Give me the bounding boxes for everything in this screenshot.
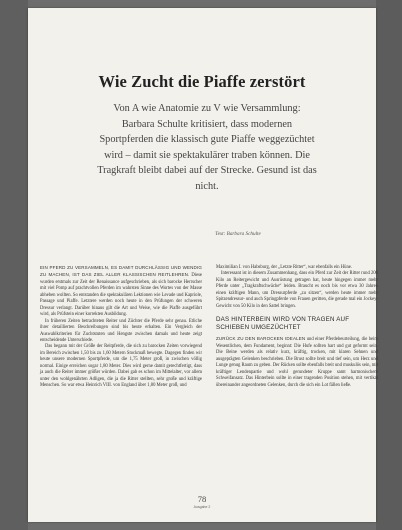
paragraph: Das begann mit der Größe der Reitpferde, die sich zu barocken Zeiten vorwiegend im Bereich zwischen 1,50 bis zu 1,60 Metern Stockmaß bewegte. Dagegen finden wir heute unsere modernen Sportpferde, um die 1,75 Meter groß, in zwischen völlig normal. Einige erreichen sogar 1,80 Meter. Dies wird gerne damit gerechtfertigt, dass ja auch die Reiter immer größer würden. Dabei gab es schon im Mittelalter, vor allem unter den wohlgenährten Adligen, die ja die Ritter stellten, sehr große und kräftige Menschen. So war etwa Heinrich VIII. von England über 1,80 Meter groß, und (40, 344, 202, 389)
scan-shadow-left (0, 0, 28, 530)
paragraph: Interessant ist in diesem Zusammenhang, dass ein Pferd zur Zeit der Ritter rund 200 Kilo an Reitergewicht und Ausrüstung getragen hat, heute hingegen immer mehr Pferde unter „Tragkraftschwäche“ leiden. Braucht es noch bis vor etwa 30 Jahren einen kräftigen Mann, um Dressurpferde „zu sitzen“, werden heute immer mehr Spitzendressur- und auch Springpferde von Frauen geritten, die gerade mal ein Jockey-Gewicht von 50 Kilo in den Sattel bringen. (216, 271, 378, 309)
article-lead: Von A wie Anatomie zu V wie Versammlung: Barbara Schulte kritisiert, dass modernen Sportpferden die klassisch gute Piaffe weggezüchtet wird – damit sie spektakulärer traben können. Die Tragkraft bleibt dabei auf der Strecke. Gesund ist das nicht. (97, 103, 317, 192)
byline: Text: Barbara Schulte (215, 231, 261, 237)
magazine-page (28, 8, 379, 522)
page-number: 78 (197, 494, 207, 504)
paragraph: Maximilian I. von Habsburg, der „Letzte Ritter“, war ebenfalls ein Hüne. (216, 265, 352, 270)
scan-shadow-right (376, 0, 402, 530)
section-subheading: DAS HINTERBEIN WIRD VON TRAGEN AUF SCHIEBEN UMGEZÜCHTET (216, 316, 350, 331)
paragraph: In früheren Zeiten betrachteten Reiter und Züchter die Pferde sehr genau. Etliche ihrer detaillierten Beschreibungen sind bis heute erhalten. Ein Vergleich der Auswahlkriterien für Zuchtstuten und Hengste zwischen damals und heute zeigt entscheidende Unterschiede. (40, 318, 202, 343)
lead-in-text: ZURÜCK ZU DEN BAROCKEN IDEALEN (216, 336, 306, 342)
paragraph-text: Diese wurden erstmals zur Zeit der Renaissance aufgeschrieben, als sich barocke Herrscher mit viel Pomp auf prachtvollen Pferden im wahrsten Sinne des Wortes von der Masse abheben wollten. So entstanden die spektakulären Lektionen wie Levade und Kapriole, Passage und Piaffe. Letztere werden noch heute in den Prüfungen der schweren Dressur verlangt. Darüber hinaus gilt die Art und Weise, wie die Piaffe ausgeführt wird, als Prüfstein einer korrekten Ausbildung. (40, 273, 202, 318)
journal-footer: Ausgabe 2 (193, 505, 211, 509)
paragraph-text: und einer Pferdebeurteilung, die beim Wesentlichen, dem Fundament, beginnt: Die Hufe sollten hart und gut geformt sein. Die Beine werden als relativ kurz, kräftig, trocken, mit klaren Sehnen und ausgeprägten Gelenken beschrieben. Die Brust sollte breit und tief sein, um Herz und Lunge genug Raum zu geben. Der Rücken sollte ebenfalls breit und muskulös sein, mit kräftiger Lendenpartie und wohl gerundeter Kruppe samt harmonischem Schweifansatz. Das Hinterbein sollte in einer tragenden Position stehen, mit vertikal übereinander angeordneten Gelenken, durch die sich ein Lot fällen ließe. (216, 337, 379, 388)
paragraph (216, 336, 378, 389)
article-title: Wie Zucht die Piaffe zerstört (98, 72, 306, 91)
body-column-left (40, 265, 202, 390)
body-column-right (216, 265, 378, 389)
paragraph (40, 265, 202, 319)
lead-in-text: EIN PFERD ZU VERSAMMELN, ES DAMIT DURCHLÄSSIG UND WENDIG ZU MACHEN, IST DAS ZIEL ALLER KLASSISCHEN REITLEHREN. (40, 265, 202, 278)
